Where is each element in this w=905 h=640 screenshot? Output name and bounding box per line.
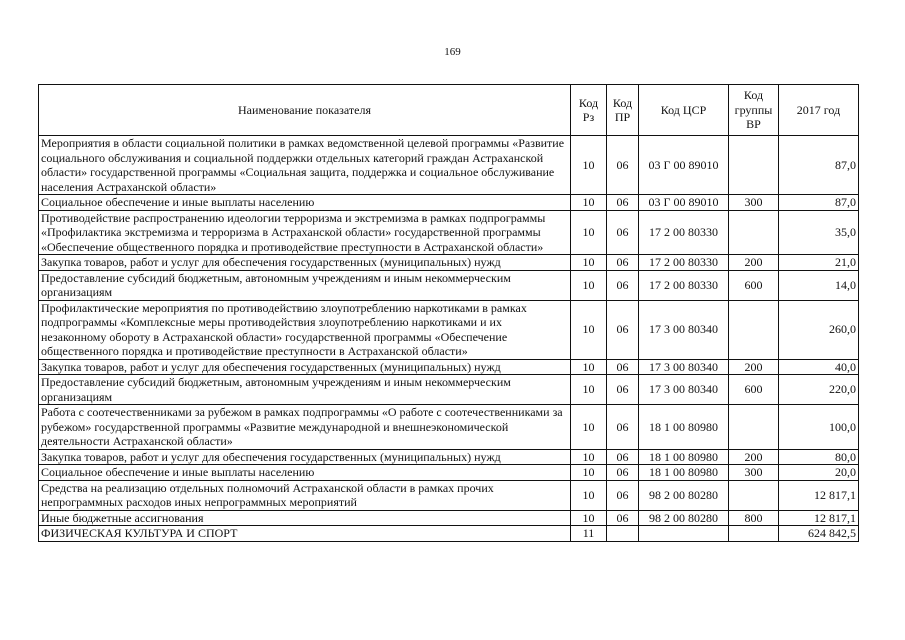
row-name: Предоставление субсидий бюджетным, автономным учреждениям и иным некоммерческим организациям xyxy=(39,270,571,300)
row-name: Закупка товаров, работ и услуг для обеспечения государственных (муниципальных) нужд xyxy=(39,359,571,375)
row-csr: 17 3 00 80340 xyxy=(639,359,729,375)
row-vr: 800 xyxy=(729,510,779,526)
row-csr: 98 2 00 80280 xyxy=(639,510,729,526)
row-rz: 10 xyxy=(571,449,607,465)
table-row xyxy=(39,375,859,405)
row-name: Предоставление субсидий бюджетным, автономным учреждениям и иным некоммерческим организациям xyxy=(39,375,571,405)
header-rz: Код Рз xyxy=(571,85,607,136)
row-name: Закупка товаров, работ и услуг для обеспечения государственных (муниципальных) нужд xyxy=(39,255,571,271)
header-row xyxy=(39,85,859,136)
row-vr: 200 xyxy=(729,255,779,271)
row-pr: 06 xyxy=(607,270,639,300)
row-pr: 06 xyxy=(607,375,639,405)
table-row xyxy=(39,510,859,526)
row-pr: 06 xyxy=(607,195,639,211)
table-row xyxy=(39,526,859,542)
row-rz: 10 xyxy=(571,510,607,526)
row-vr: 300 xyxy=(729,465,779,481)
table-row xyxy=(39,359,859,375)
row-csr: 98 2 00 80280 xyxy=(639,480,729,510)
row-value: 87,0 xyxy=(779,136,859,195)
table-row xyxy=(39,405,859,450)
row-vr xyxy=(729,210,779,255)
row-pr: 06 xyxy=(607,136,639,195)
row-pr xyxy=(607,526,639,542)
row-name: Иные бюджетные ассигнования xyxy=(39,510,571,526)
row-value: 12 817,1 xyxy=(779,510,859,526)
row-vr xyxy=(729,526,779,542)
row-csr: 18 1 00 80980 xyxy=(639,449,729,465)
row-pr: 06 xyxy=(607,255,639,271)
row-pr: 06 xyxy=(607,449,639,465)
row-value: 21,0 xyxy=(779,255,859,271)
row-rz: 10 xyxy=(571,465,607,481)
row-name: Социальное обеспечение и иные выплаты населению xyxy=(39,195,571,211)
row-value: 624 842,5 xyxy=(779,526,859,542)
header-name: Наименование показателя xyxy=(39,85,571,136)
table-row xyxy=(39,300,859,359)
row-value: 260,0 xyxy=(779,300,859,359)
row-vr: 200 xyxy=(729,449,779,465)
budget-table xyxy=(38,84,859,542)
row-vr: 600 xyxy=(729,270,779,300)
row-rz: 10 xyxy=(571,195,607,211)
row-name: Работа с соотечественниками за рубежом в рамках подпрограммы «О работе с соотечественниками за рубежом» государственной программы «Развитие международной и внешнеэкономической деятельности Астраханской области» xyxy=(39,405,571,450)
row-csr: 18 1 00 80980 xyxy=(639,465,729,481)
row-pr: 06 xyxy=(607,405,639,450)
row-vr xyxy=(729,136,779,195)
table-row xyxy=(39,270,859,300)
row-csr: 18 1 00 80980 xyxy=(639,405,729,450)
row-name: Профилактические мероприятия по противодействию злоупотреблению наркотиками в рамках подпрограммы «Комплексные меры противодействия злоупотреблению наркотиками и их незаконному обороту в Астраханской области» государственной программы «Обеспечение общественного порядка и противодействие преступности в Астраханской области» xyxy=(39,300,571,359)
row-rz: 10 xyxy=(571,405,607,450)
row-value: 12 817,1 xyxy=(779,480,859,510)
row-name: Социальное обеспечение и иные выплаты населению xyxy=(39,465,571,481)
row-pr: 06 xyxy=(607,359,639,375)
row-csr: 03 Г 00 89010 xyxy=(639,136,729,195)
row-rz: 10 xyxy=(571,359,607,375)
row-pr: 06 xyxy=(607,510,639,526)
row-pr: 06 xyxy=(607,300,639,359)
row-rz: 10 xyxy=(571,300,607,359)
row-rz: 11 xyxy=(571,526,607,542)
row-vr xyxy=(729,480,779,510)
row-pr: 06 xyxy=(607,465,639,481)
row-name: Средства на реализацию отдельных полномочий Астраханской области в рамках прочих непрограммных расходов иных непрограммных мероприятий xyxy=(39,480,571,510)
row-value: 80,0 xyxy=(779,449,859,465)
row-rz: 10 xyxy=(571,255,607,271)
row-vr xyxy=(729,300,779,359)
row-vr: 300 xyxy=(729,195,779,211)
row-vr: 600 xyxy=(729,375,779,405)
row-rz: 10 xyxy=(571,375,607,405)
header-csr: Код ЦСР xyxy=(639,85,729,136)
row-value: 100,0 xyxy=(779,405,859,450)
row-name: Мероприятия в области социальной политики в рамках ведомственной целевой программы «Развитие социального обслуживания и социальной поддержки отдельных категорий граждан Астраханской области» государственной программы «Социальная защита, поддержка и социальное обслуживание населения Астраханской области» xyxy=(39,136,571,195)
row-pr: 06 xyxy=(607,210,639,255)
row-rz: 10 xyxy=(571,210,607,255)
row-csr: 17 3 00 80340 xyxy=(639,375,729,405)
table-row xyxy=(39,465,859,481)
table-row xyxy=(39,195,859,211)
row-csr: 17 2 00 80330 xyxy=(639,270,729,300)
table-row xyxy=(39,136,859,195)
row-value: 14,0 xyxy=(779,270,859,300)
row-name: Закупка товаров, работ и услуг для обеспечения государственных (муниципальных) нужд xyxy=(39,449,571,465)
header-pr: Код ПР xyxy=(607,85,639,136)
row-value: 40,0 xyxy=(779,359,859,375)
row-csr: 17 3 00 80340 xyxy=(639,300,729,359)
row-value: 20,0 xyxy=(779,465,859,481)
table-row xyxy=(39,255,859,271)
row-rz: 10 xyxy=(571,270,607,300)
header-vr: Код группы ВР xyxy=(729,85,779,136)
row-name: ФИЗИЧЕСКАЯ КУЛЬТУРА И СПОРТ xyxy=(39,526,571,542)
table-row xyxy=(39,449,859,465)
row-value: 220,0 xyxy=(779,375,859,405)
row-value: 35,0 xyxy=(779,210,859,255)
row-value: 87,0 xyxy=(779,195,859,211)
row-rz: 10 xyxy=(571,480,607,510)
table-row xyxy=(39,210,859,255)
row-name: Противодействие распространению идеологии терроризма и экстремизма в рамках подпрограммы «Профилактика экстремизма и терроризма в Астраханской области» государственной программы «Обеспечение общественного порядка и противодействие преступности в Астраханской области» xyxy=(39,210,571,255)
page-number: 169 xyxy=(444,46,461,58)
row-csr: 17 2 00 80330 xyxy=(639,255,729,271)
row-pr: 06 xyxy=(607,480,639,510)
row-vr: 200 xyxy=(729,359,779,375)
header-year: 2017 год xyxy=(779,85,859,136)
row-csr: 17 2 00 80330 xyxy=(639,210,729,255)
row-vr xyxy=(729,405,779,450)
row-rz: 10 xyxy=(571,136,607,195)
row-csr xyxy=(639,526,729,542)
row-csr: 03 Г 00 89010 xyxy=(639,195,729,211)
table-row xyxy=(39,480,859,510)
